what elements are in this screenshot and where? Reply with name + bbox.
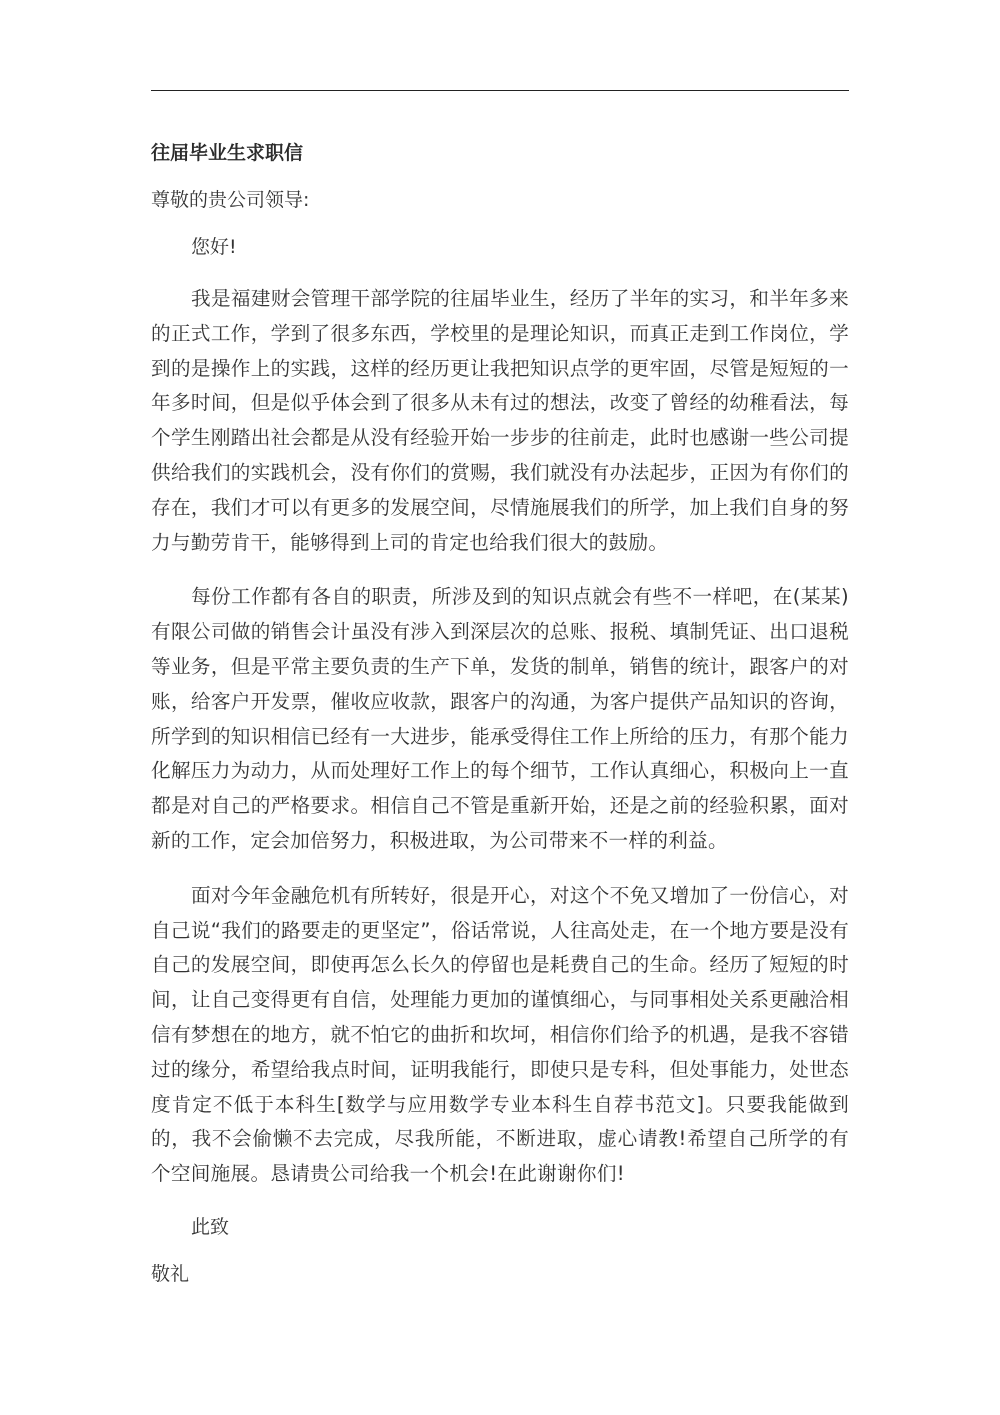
letter-paragraph: 每份工作都有各自的职责，所涉及到的知识点就会有些不一样吧，在(某某)有限公司做的销售会计虽没有涉入到深层次的总账、报税、填制凭证、出口退税等业务，但是平常主要负责的生产下单，发货的制单，销售的统计，跟客户的对账，给客户开发票，催收应收款，跟客户的沟通，为客户提供产品知识的咨询，所学到的知识相信已经有一大进步，能承受得住工作上所给的压力，有那个能力化解压力为动力，从而处理好工作上的每个细节，工作认真细心，积极向上一直都是对自己的严格要求。相信自己不管是重新开始，还是之前的经验积累，面对新的工作，定会加倍努力，积极进取，为公司带来不一样的利益。 [151, 585, 849, 852]
header-rule [151, 90, 849, 91]
letter-greeting: 您好! [191, 236, 237, 258]
letter-paragraph: 面对今年金融危机有所转好，很是开心，对这个不免又增加了一份信心，对自己说“我们的路要走的更坚定”，俗话常说，人往高处走，在一个地方要是没有自己的发展空间，即使再怎么长久的停留也是耗费自己的生命。经历了短短的时间，让自己变得更有自信，处理能力更加的谨慎细心，与同事相处关系更融洽相信有梦想在的地方，就不怕它的曲折和坎坷，相信你们给予的机遇，是我不容错过的缘分，希望给我点时间，证明我能行，即使只是专科，但处事能力，处世态度肯定不低于本科生[数学与应用数学专业本科生自荐书范文]。只要我能做到的，我不会偷懒不去完成，尽我所能，不断进取，虚心请教!希望自己所学的有个空间施展。恳请贵公司给我一个机会!在此谢谢你们! [151, 883, 849, 1186]
document-page [151, 0, 849, 1415]
letter-title: 往届毕业生求职信 [151, 142, 304, 164]
letter-closing: 此致 [191, 1215, 230, 1238]
letter-salutation: 尊敬的贵公司领导: [151, 189, 310, 211]
letter-paragraph: 我是福建财会管理干部学院的往届毕业生，经历了半年的实习，和半年多来的正式工作，学到了很多东西，学校里的是理论知识，而真正走到工作岗位，学到的是操作上的实践，这样的经历更让我把知识点学的更牢固，尽管是短短的一年多时间，但是似乎体会到了很多从未有过的想法，改变了曾经的幼稚看法，每个学生刚踏出社会都是从没有经验开始一步步的往前走，此时也感谢一些公司提供给我们的实践机会，没有你们的赏赐，我们就没有办法起步，正因为有你们的存在，我们才可以有更多的发展空间，尽情施展我们的所学，加上我们自身的努力与勤劳肯干，能够得到上司的肯定也给我们很大的鼓励。 [151, 287, 849, 554]
letter-body [151, 138, 849, 1289]
letter-regards: 敬礼 [151, 1262, 190, 1285]
